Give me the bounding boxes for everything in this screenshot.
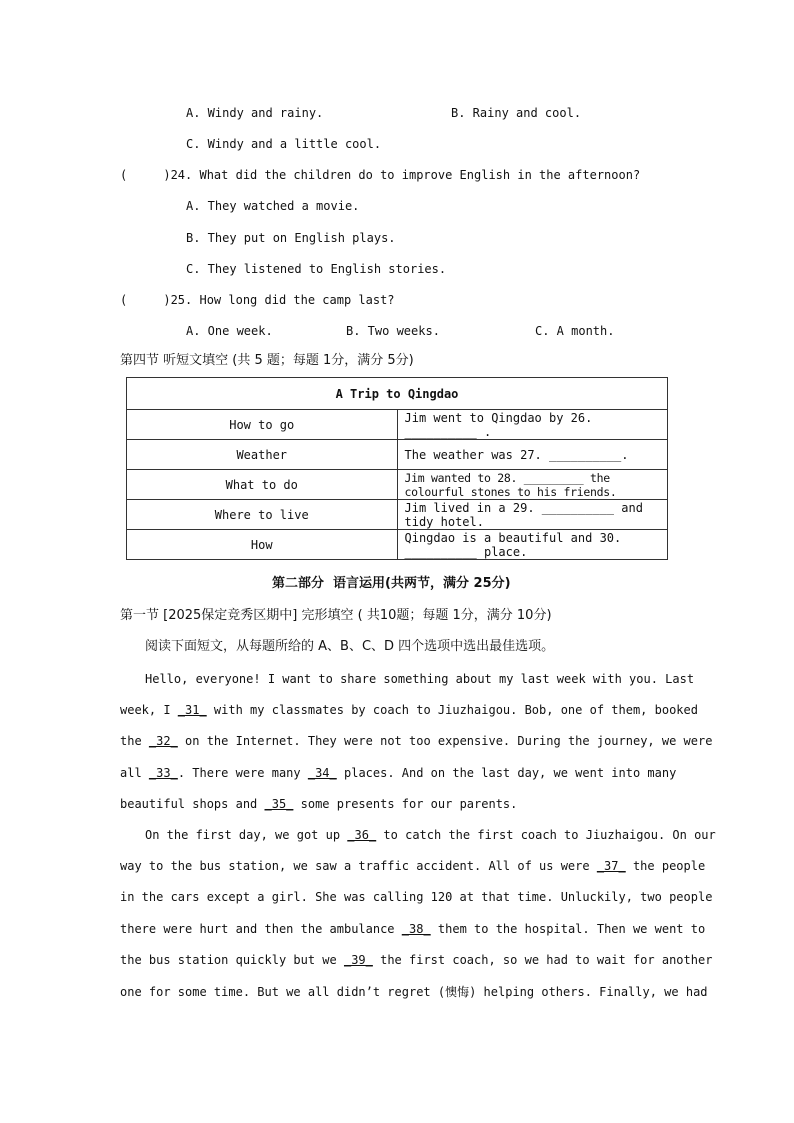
passage-line: Hello, everyone! I want to share something about my last week with you. Last [145,672,695,686]
blank-33: _33_ [148,766,178,780]
passage-line: one for some time. But we all didn’t regret (懊悔) helping others. Finally, we had [120,985,708,999]
table-row [127,440,668,470]
passage-line: all _33_. There were many _34_ places. And on the last day, we went into many [120,766,677,780]
part2-title: 第二部分 语言运用(共两节，满分 25分) [272,576,511,591]
blank-34: _34_ [307,766,337,780]
table-header-row [127,378,668,410]
table-value: Qingdao is a beautiful and 30. __________ place. [397,530,668,560]
q25-option-a: A. One week. [186,324,273,338]
table-key: What to do [127,470,398,500]
passage-line: On the first day, we got up _36_ to catch the first coach to Jiuzhaigou. On our [145,828,716,842]
q24-option-a: A. They watched a movie. [186,199,360,213]
q23-option-a: A. Windy and rainy. [186,106,324,120]
table-key: Weather [127,440,398,470]
passage-line: the bus station quickly but we _39_ the first coach, so we had to wait for another [120,953,713,967]
table-key: How [127,530,398,560]
table-key: Where to live [127,500,398,530]
passage-line: beautiful shops and _35_ some presents for our parents. [120,797,518,811]
table-value: Jim wanted to 28. _________ the colourful stones to his friends. [397,470,668,500]
q24-option-b: B. They put on English plays. [186,231,396,245]
instruction: 阅读下面短文，从每题所给的 A、B、C、D 四个选项中选出最佳选项。 [145,639,555,654]
q23-option-b: B. Rainy and cool. [451,106,582,120]
table-value: Jim lived in a 29. __________ and tidy hotel. [397,500,668,530]
q23-option-c: C. Windy and a little cool. [186,137,382,151]
passage-line: week, I _31_ with my classmates by coach to Jiuzhaigou. Bob, one of them, booked [120,703,698,717]
table-row [127,470,668,500]
table-value: The weather was 27. __________. [397,440,668,470]
q24-option-c: C. They listened to English stories. [186,262,447,276]
q25-stem: ( )25. How long did the camp last? [120,293,395,307]
table-title: A Trip to Qingdao [127,378,668,410]
blank-35: _35_ [264,797,294,811]
q25-option-c: C. A month. [535,324,615,338]
trip-table [126,377,668,560]
part2-section1-title: 第一节 [2025保定竞秀区期中] 完形填空 ( 共10题；每题 1分，满分 10分) [120,608,552,623]
table-value: Jim went to Qingdao by 26. __________ . [397,410,668,440]
passage-line: way to the bus station, we saw a traffic accident. All of us were _37_ the people [120,859,706,873]
passage-line: the _32_ on the Internet. They were not too expensive. During the journey, we were [120,734,713,748]
q25-option-b: B. Two weeks. [346,324,440,338]
blank-38: _38_ [401,922,431,936]
passage-line: in the cars except a girl. She was calling 120 at that time. Unluckily, two people [120,890,713,904]
q24-stem: ( )24. What did the children do to improve English in the afternoon? [120,168,641,182]
blank-37: _37_ [596,859,626,873]
table-row [127,530,668,560]
table-row [127,500,668,530]
table-row [127,410,668,440]
blank-36: _36_ [347,828,377,842]
blank-39: _39_ [343,953,373,967]
blank-31: _31_ [177,703,207,717]
table-key: How to go [127,410,398,440]
blank-32: _32_ [148,734,178,748]
section4-title: 第四节 听短文填空 (共 5 题；每题 1分，满分 5分) [120,353,414,368]
passage-line: there were hurt and then the ambulance _38_ them to the hospital. Then we went to [120,922,706,936]
